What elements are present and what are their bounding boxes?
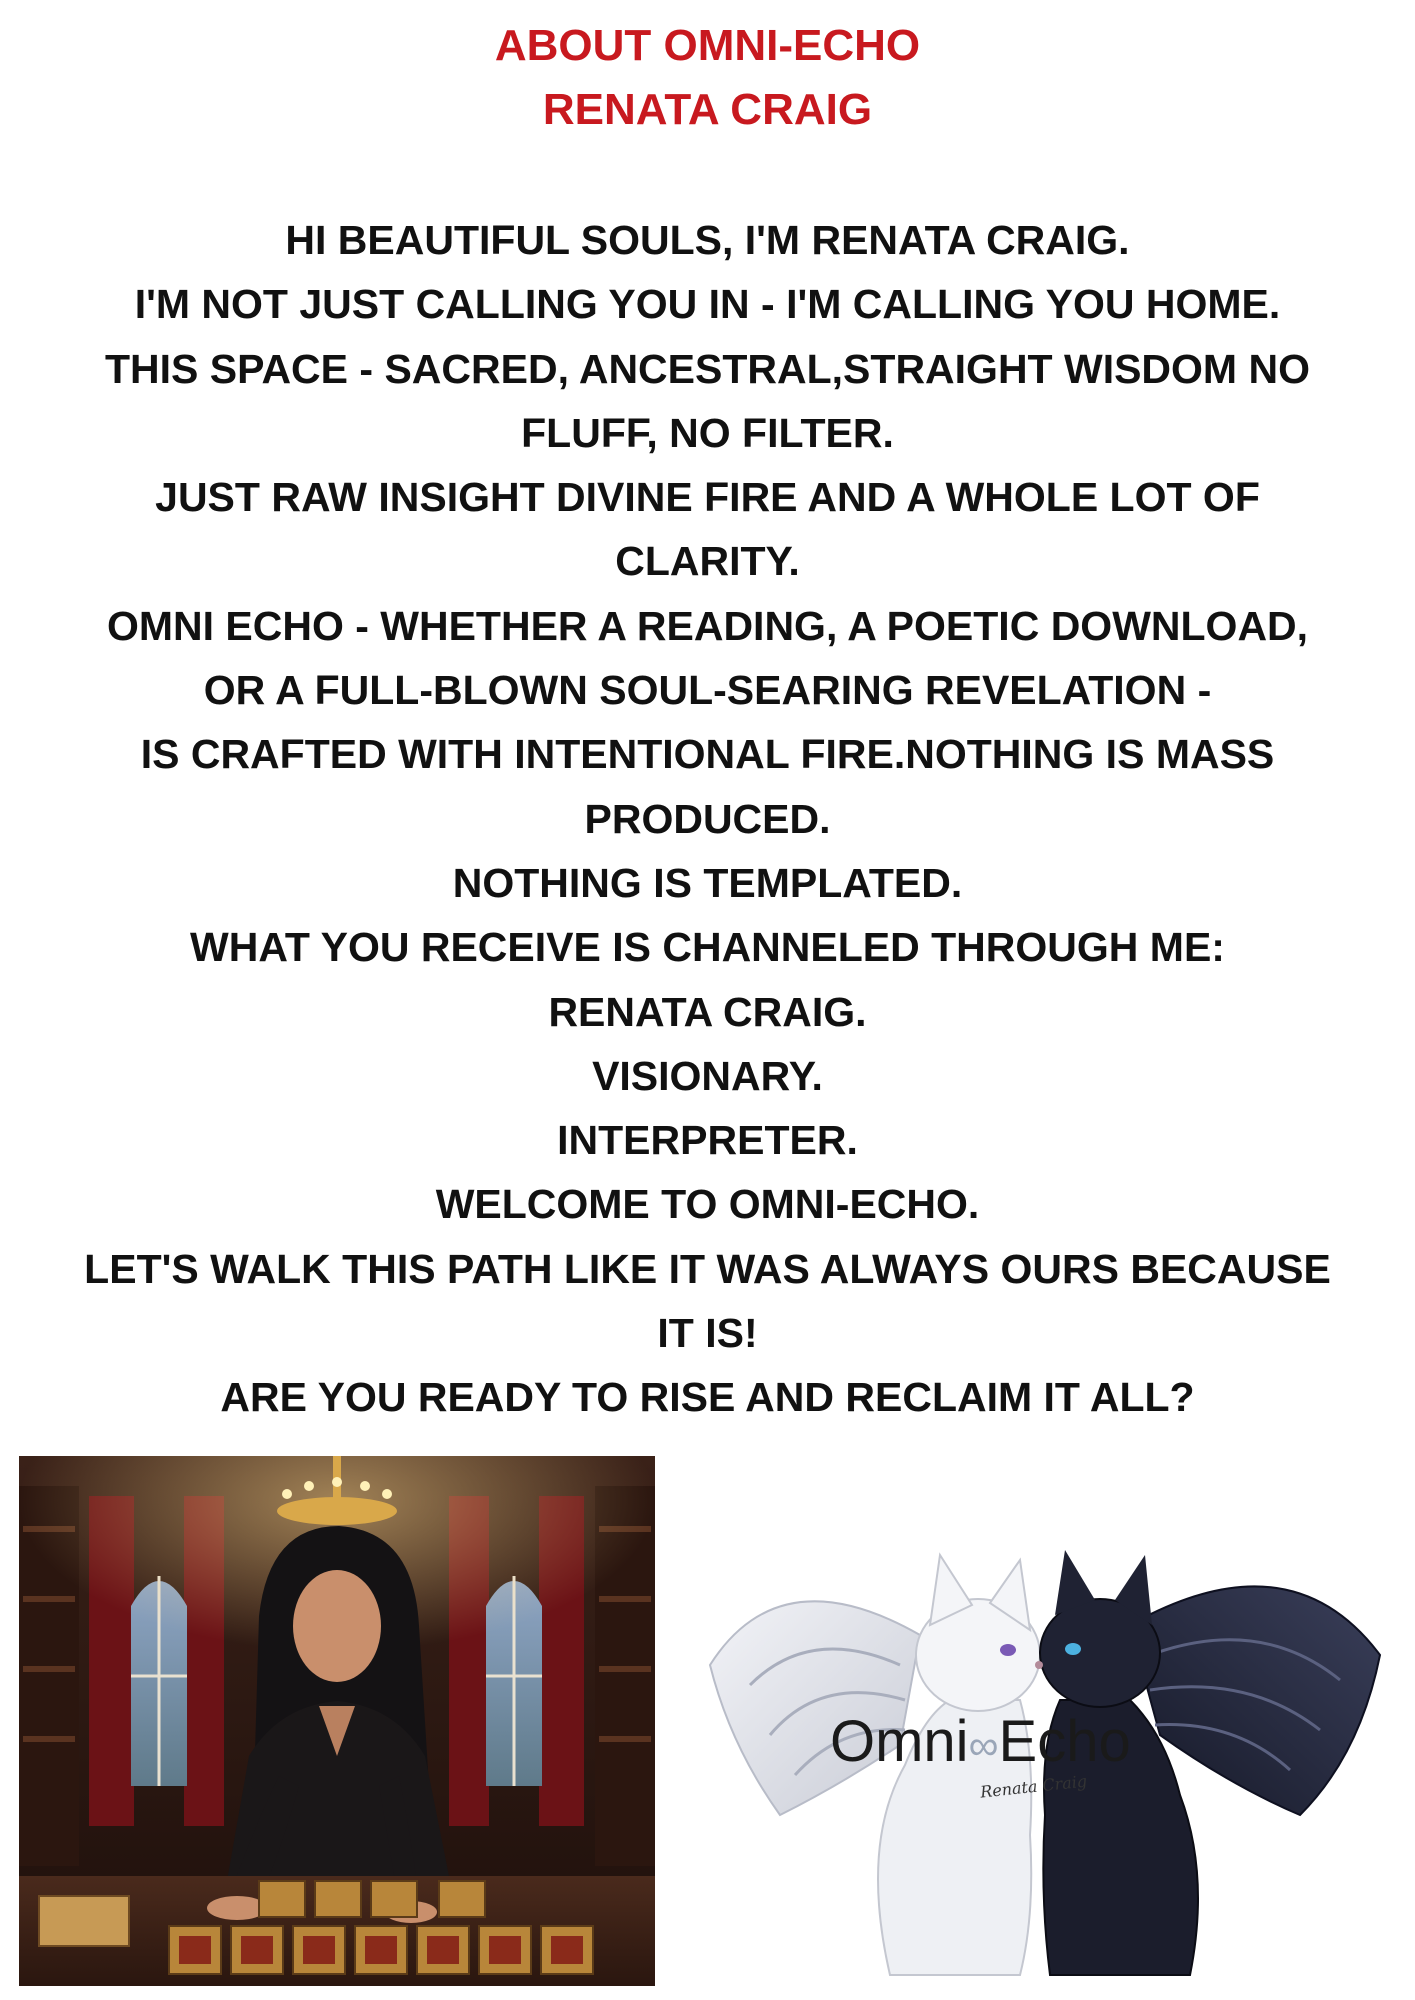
about-line: IT IS! (657, 1310, 758, 1357)
about-line: ARE YOU READY TO RISE AND RECLAIM IT ALL? (220, 1374, 1195, 1421)
logo-word-echo: Echo (998, 1709, 1131, 1774)
about-line: VISIONARY. (592, 1052, 823, 1099)
about-line: I'M NOT JUST CALLING YOU IN - I'M CALLING YOU HOME. (134, 281, 1281, 328)
about-line: HI BEAUTIFUL SOULS, I'M RENATA CRAIG. (285, 217, 1130, 263)
infinity-icon: ∞ (968, 1721, 999, 1769)
page-subtitle: RENATA CRAIG (542, 85, 873, 134)
about-line: WHAT YOU RECEIVE IS CHANNELED THROUGH ME: (190, 924, 1225, 971)
about-line: RENATA CRAIG. (548, 988, 867, 1035)
logo-wordmark (830, 1708, 1131, 1775)
about-line: LET'S WALK THIS PATH LIKE IT WAS ALWAYS OURS BECAUSE (84, 1245, 1331, 1292)
about-line: OMNI ECHO - WHETHER A READING, A POETIC DOWNLOAD, (106, 602, 1309, 649)
about-line: OR A FULL-BLOWN SOUL-SEARING REVELATION - (203, 667, 1212, 714)
logo-signature: Renata Craig (979, 1771, 1088, 1802)
about-line: IS CRAFTED WITH INTENTIONAL FIRE.NOTHING IS MASS (140, 731, 1275, 778)
about-text (0, 208, 1415, 1430)
logo-word-omni: Omni (830, 1709, 969, 1774)
about-line: WELCOME TO OMNI-ECHO. (435, 1181, 980, 1228)
page-title: ABOUT OMNI-ECHO (494, 21, 921, 70)
about-line: INTERPRETER. (557, 1117, 858, 1164)
about-line: CLARITY. (615, 538, 800, 585)
winged-cats-logo (690, 1515, 1400, 1985)
tarot-reader-photo (19, 1456, 655, 1986)
page-header (0, 14, 1415, 142)
about-line: FLUFF, NO FILTER. (521, 409, 894, 456)
about-line: PRODUCED. (584, 795, 831, 842)
about-line: THIS SPACE - SACRED, ANCESTRAL,STRAIGHT WISDOM NO (105, 345, 1310, 392)
about-line: JUST RAW INSIGHT DIVINE FIRE AND A WHOLE LOT OF (155, 474, 1260, 521)
about-line: NOTHING IS TEMPLATED. (452, 859, 963, 906)
